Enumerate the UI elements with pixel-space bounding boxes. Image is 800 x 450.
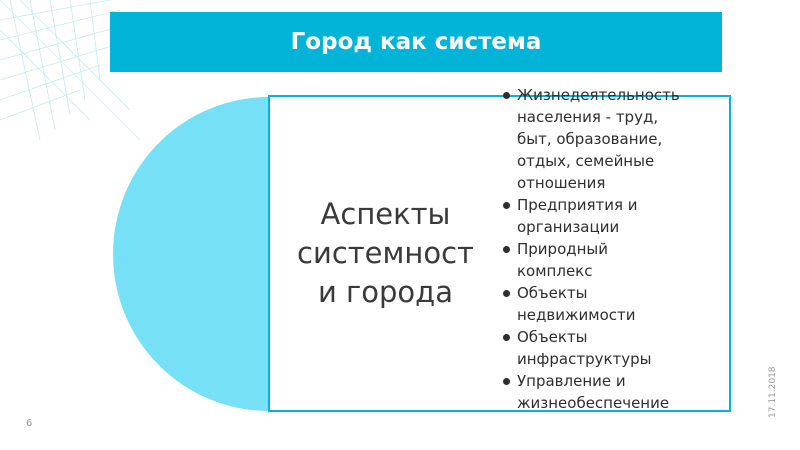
bullet-item (501, 84, 733, 194)
bullet-item (501, 282, 733, 326)
bullet-text: Объекты недвижимости (517, 284, 636, 324)
bullet-text: Управление и жизнеобеспечение (517, 372, 670, 412)
bullet-text: Предприятия и организации (517, 196, 638, 236)
bullet-dot-icon (503, 334, 510, 341)
bullet-list (501, 84, 733, 414)
bullet-item (501, 194, 733, 238)
bullet-dot-icon (503, 246, 510, 253)
aspect-label: Аспекты системност и города (297, 197, 474, 309)
bullet-item (501, 370, 733, 414)
bullet-text: Объекты инфраструктуры (517, 328, 652, 368)
bullet-item (501, 326, 733, 370)
bullet-dot-icon (503, 378, 510, 385)
page-number: 6 (26, 418, 33, 429)
bullet-dot-icon (503, 290, 510, 297)
bullet-dot-icon (503, 92, 510, 99)
bullet-text: Природный комплекс (517, 240, 609, 280)
title-banner (110, 12, 722, 72)
bullet-item (501, 238, 733, 282)
slide-date: 17.11.2018 (768, 366, 778, 418)
bullet-text: Жизнедеятельность населения - труд, быт, образование, отдых, семейные отношения (517, 86, 680, 192)
slide-title: Город как система (290, 29, 542, 55)
bullet-dot-icon (503, 202, 510, 209)
